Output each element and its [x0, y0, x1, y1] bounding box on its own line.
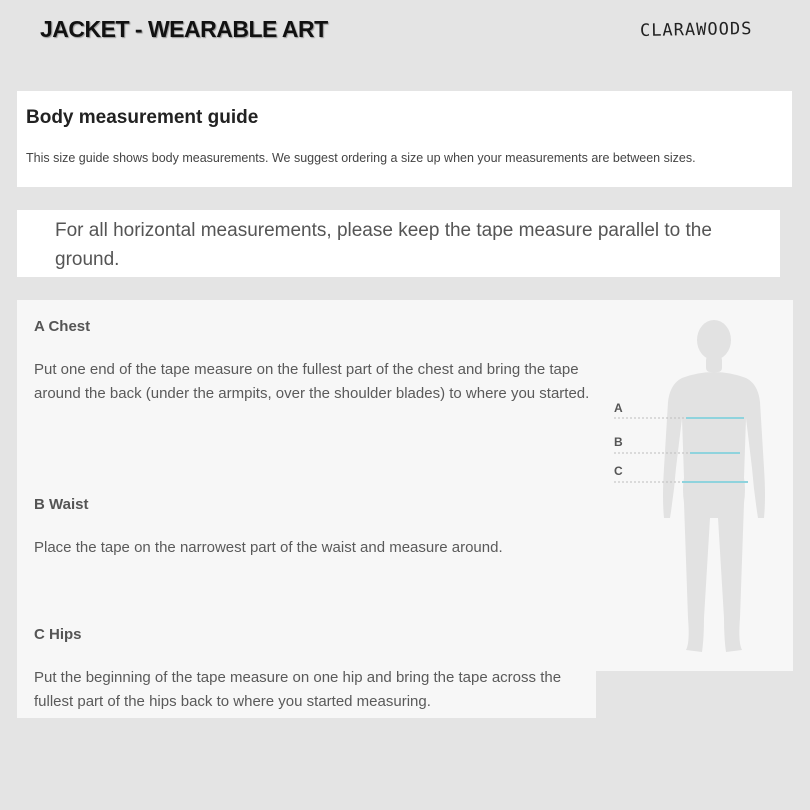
- page-title: JACKET - WEARABLE ART: [40, 16, 328, 42]
- chest-heading: A Chest: [34, 318, 91, 335]
- body-silhouette-icon: [612, 318, 782, 660]
- figure-label-b: B: [614, 435, 623, 449]
- guide-description: This size guide shows body measurements. We suggest ordering a size up when your measurements are between sizes.: [26, 151, 696, 165]
- figure-label-a: A: [614, 401, 623, 415]
- size-guide-card: [17, 91, 792, 187]
- figure-label-c: C: [614, 464, 623, 478]
- hips-heading: C Hips: [34, 626, 82, 643]
- hips-instructions: Put the beginning of the tape measure on one hip and bring the tape across the fullest part of the hips back to where you started measuring.: [34, 669, 562, 710]
- chest-instructions: Put one end of the tape measure on the fullest part of the chest and bring the tape around the back (under the armpits, over the shoulder blades) to where you started.: [34, 361, 590, 402]
- waist-heading: B Waist: [34, 496, 89, 513]
- body-figure: [612, 318, 782, 660]
- brand-logo: CLARAWOODS: [639, 19, 753, 41]
- measurement-note: For all horizontal measurements, please keep the tape measure parallel to the ground.: [55, 220, 712, 270]
- measurement-note-card: [17, 210, 780, 277]
- guide-title: Body measurement guide: [26, 107, 259, 128]
- waist-instructions: Place the tape on the narrowest part of the waist and measure around.: [34, 539, 503, 556]
